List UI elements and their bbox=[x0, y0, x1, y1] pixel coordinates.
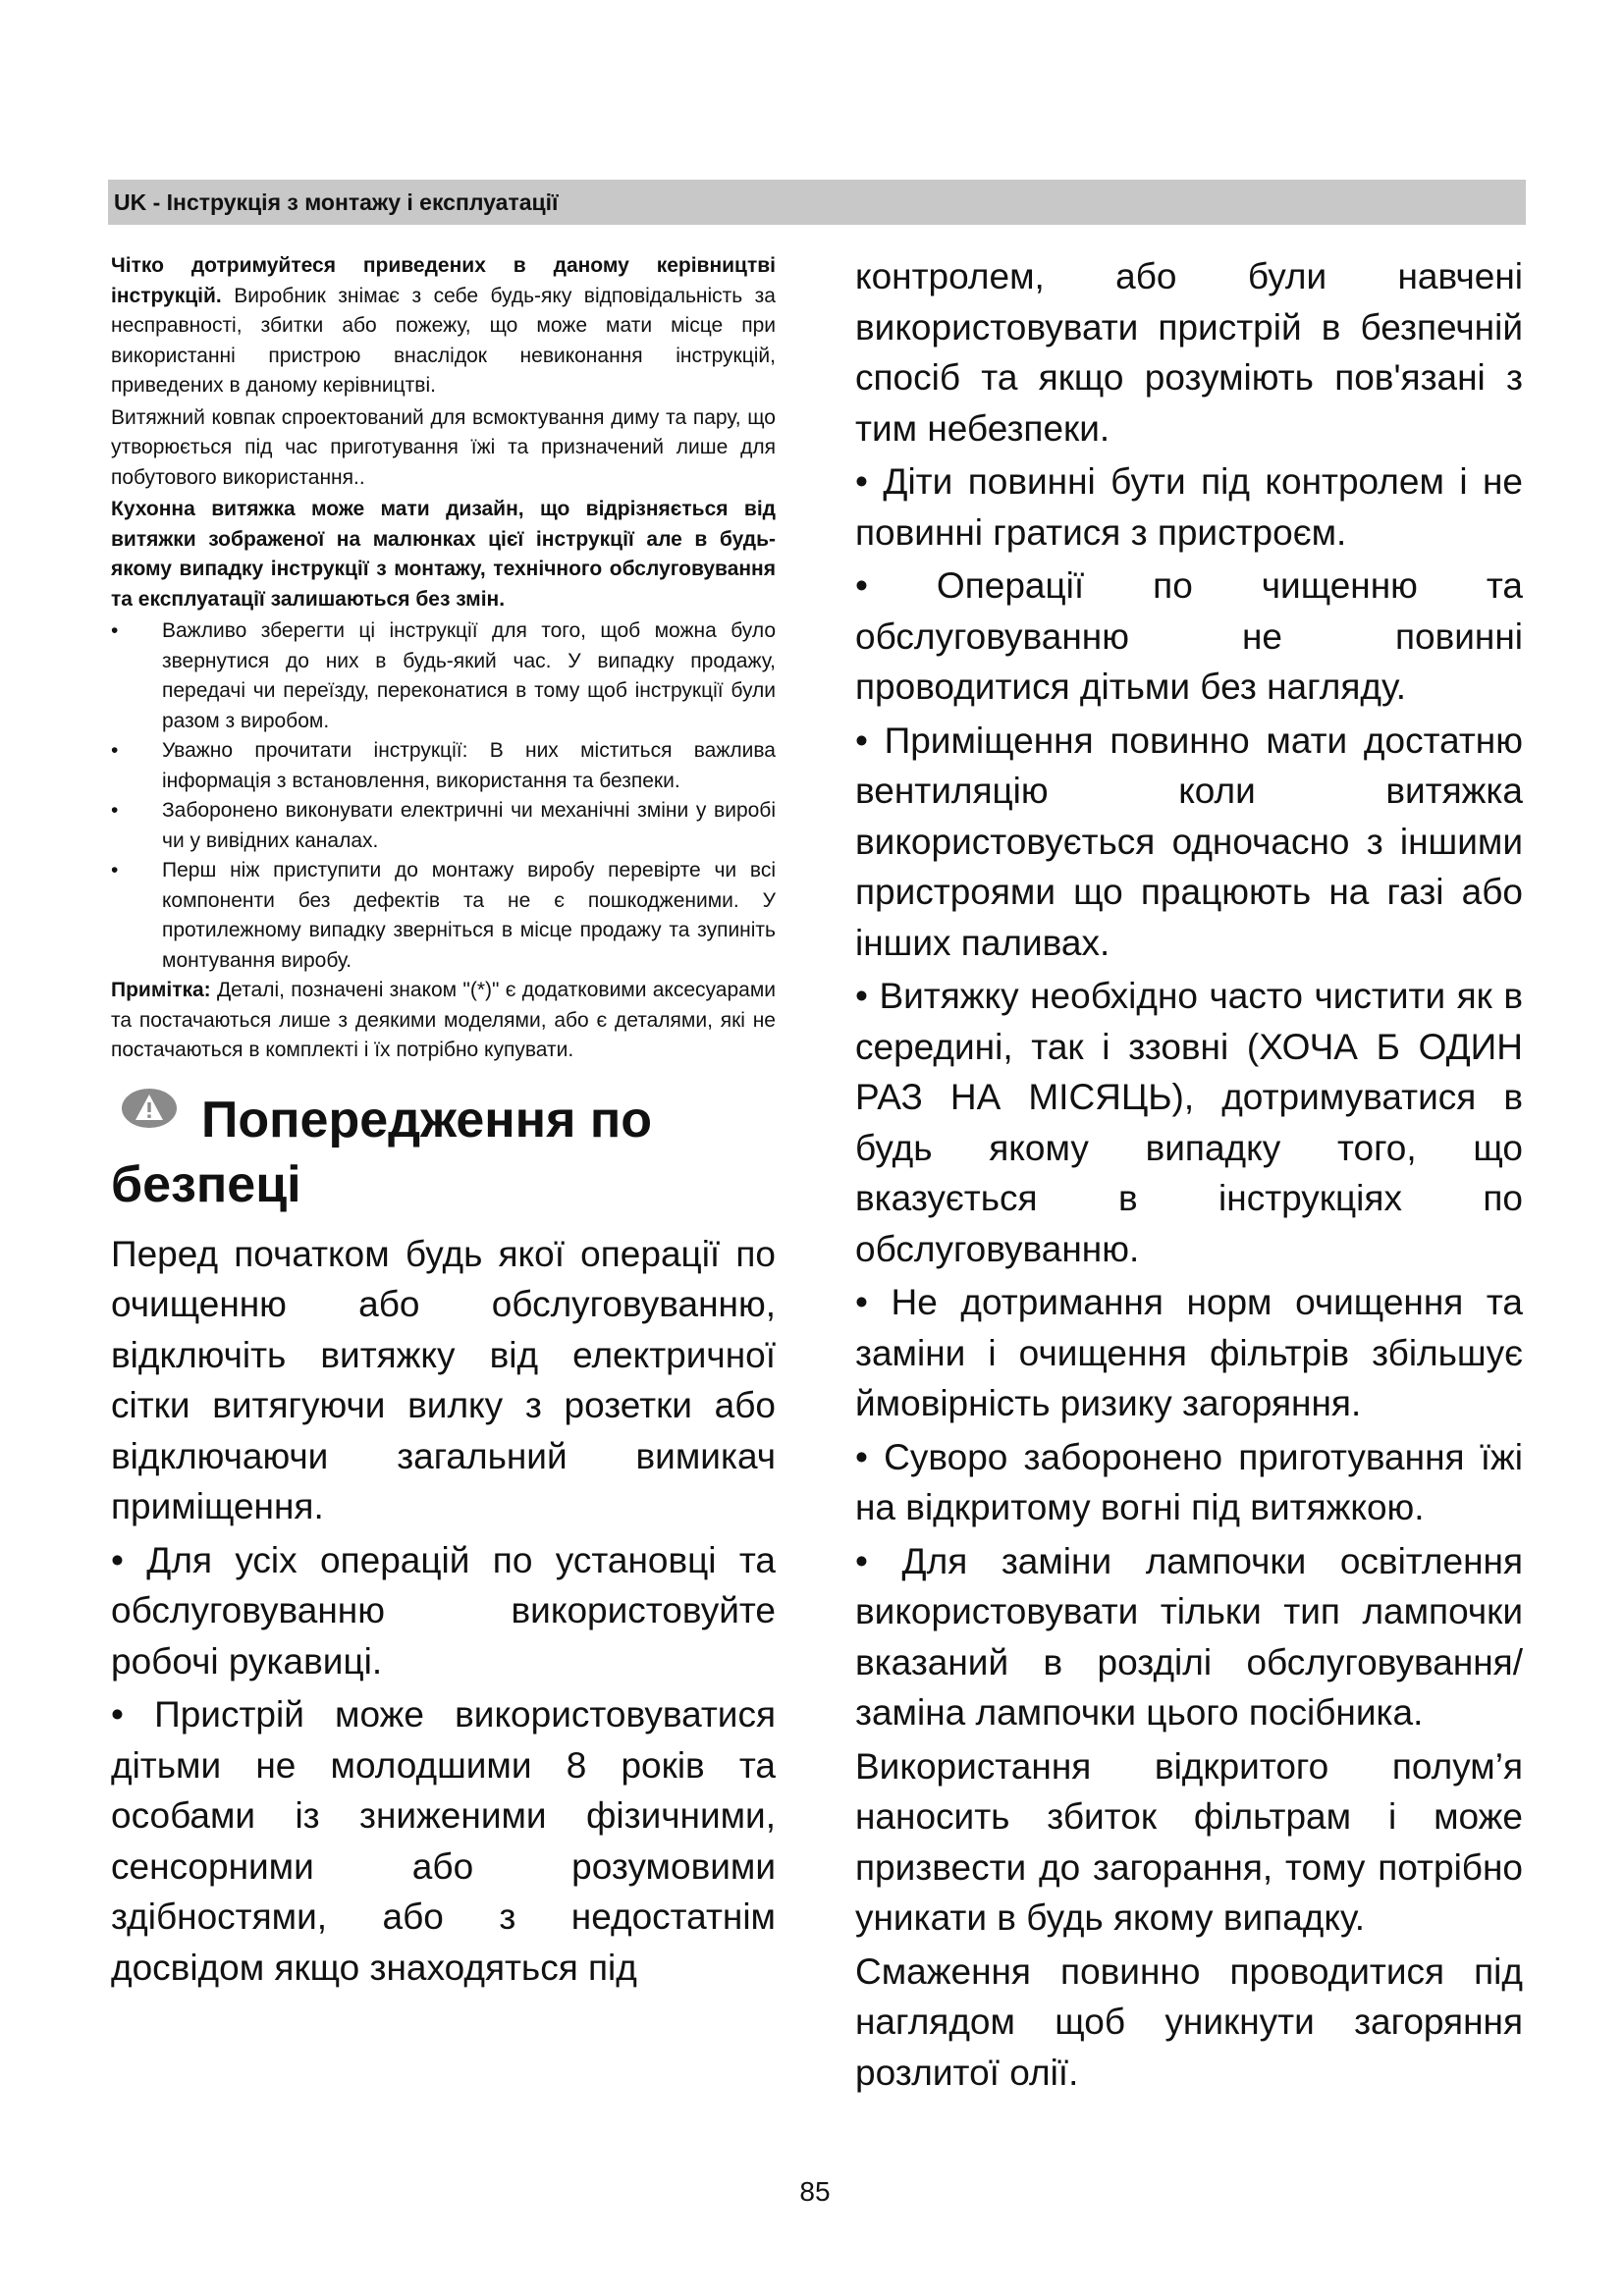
section-header-title: UK - Інструкція з монтажу і експлуатації bbox=[114, 189, 559, 215]
safety-paragraph: контролем, або були навчені використовувати пристрій в безпечній спосіб та якщо розуміють пов'язані з тим небезпеки. bbox=[855, 256, 1523, 449]
intro-bullet-3: • Заборонено виконувати електричні чи механічні зміни у виробі чи у вивідних каналах. bbox=[111, 796, 776, 856]
intro-design-note: Кухонна витяжка може мати дизайн, що відрізняється від витяжки зображеної на малюнках цієї інструкції але в будь-якому випадку інструкції з монтажу, технічного обслуговування та експлуатації залишаються без змін. bbox=[111, 498, 776, 611]
safety-left-text bbox=[111, 1229, 776, 1994]
safety-paragraph: • Діти повинні бути під контролем і не повинні гратися з пристроєм. bbox=[855, 461, 1523, 553]
section-header-bar bbox=[108, 180, 1526, 225]
safety-paragraph: • Суворо заборонено приготування їжі на відкритому вогні під витяжкою. bbox=[855, 1436, 1523, 1527]
intro-bold-lead: Чітко дотримуйтеся приведених в даному керівництві інструкцій. bbox=[111, 254, 776, 307]
intro-bullet-list bbox=[111, 616, 776, 976]
safety-paragraph: Використання відкритого полум’я наносить збиток фільтрам і може призвести до загорання, тому потрібно уникати в будь якому випадку. bbox=[855, 1745, 1523, 1938]
intro-bullet-4: • Перш ніж приступити до монтажу виробу перевірте чи всі компоненти без дефектів та не є пошкодженими. У протилежному випадку зверніться в місце продажу та зупиніть монтування виробу. bbox=[111, 856, 776, 976]
safety-paragraph: • Не дотримання норм очищення та заміни і очищення фільтрів збільшує ймовірність ризику загоряння. bbox=[855, 1282, 1523, 1423]
page-number: 85 bbox=[799, 2176, 831, 2207]
safety-heading-text: Попередження по безпеці bbox=[111, 1091, 653, 1213]
intro-bullet-2: • Уважно прочитати інструкції: В них міститься важлива інформація з встановлення, використання та безпеки. bbox=[111, 736, 776, 796]
safety-heading bbox=[111, 1080, 776, 1217]
safety-paragraph: • Операції по чищенню та обслуговуванню не повинні проводитися дітьми без нагляду. bbox=[855, 565, 1523, 707]
safety-paragraph: • Приміщення повинно мати достатню вентиляцію коли витяжка використовується одночасно з іншими пристроями що працюють на газі або інших паливах. bbox=[855, 720, 1523, 963]
intro-bullet-1: • Важливо зберегти ці інструкції для того, щоб можна було звернутися до них в будь-який час. У випадку продажу, передачі чи переїзду, переконатися в тому щоб інструкції були разом з виробом. bbox=[111, 616, 776, 736]
right-column bbox=[855, 251, 1523, 2101]
safety-paragraph: Перед початком будь якої операції по очищенню або обслуговуванню, відключіть витяжку від електричної сітки витягуючи вилку з розетки або відключаючи загальний вимикач приміщення. bbox=[111, 1233, 776, 1526]
safety-paragraph: • Витяжку необхідно часто чистити як в середині, так і ззовні (ХОЧА Б ОДИН РАЗ НА МІСЯЦЬ), дотримуватися в будь якому випадку того, що вказується в інструкціях по обслуговуванню. bbox=[855, 976, 1523, 1269]
safety-paragraph: • Пристрій може використовуватися дітьми не молодшими 8 років та особами із зниженими фізичними, сенсорними або розумовими здібностями, або з недостатнім досвідом якщо знаходяться під bbox=[111, 1694, 776, 1988]
note-text: Деталі, позначені знаком "(*)" є додатковими аксесуарами та постачаються лише з деякими моделями, або є деталями, які не постачаються в комплекті і їх потрібно купувати. bbox=[111, 979, 776, 1061]
safety-paragraph: • Для усіх операцій по установці та обслуговуванню використовуйте робочі рукавиці. bbox=[111, 1539, 776, 1682]
intro-p1-text: Виробник знімає з себе будь-яку відповідальність за несправності, збитки або пожежу, що може мати місце при використанні пристрою внаслідок невиконання інструкцій, приведених в даному керівництві. bbox=[111, 284, 776, 397]
warning-triangle-icon bbox=[121, 1080, 178, 1145]
note-paragraph bbox=[111, 976, 776, 1066]
intro-paragraph-1 bbox=[111, 251, 776, 401]
safety-paragraph: Смаження повинно проводитися під наглядом щоб уникнути загоряння розлитої олії. bbox=[855, 1950, 1523, 2093]
left-column bbox=[111, 251, 776, 1996]
note-label: Примітка: bbox=[111, 979, 211, 1001]
safety-paragraph: • Для заміни лампочки освітлення використовувати тільки тип лампочки вказаний в розділі обслуговування/заміна лампочки цього посібника. bbox=[855, 1540, 1523, 1733]
intro-paragraph-2: Витяжний ковпак спроектований для всмоктування диму та пару, що утворюється під час приготування їжі та призначений лише для побутового використання.. bbox=[111, 405, 776, 489]
intro-paragraph-3 bbox=[111, 495, 776, 614]
intro-section bbox=[111, 251, 776, 1066]
